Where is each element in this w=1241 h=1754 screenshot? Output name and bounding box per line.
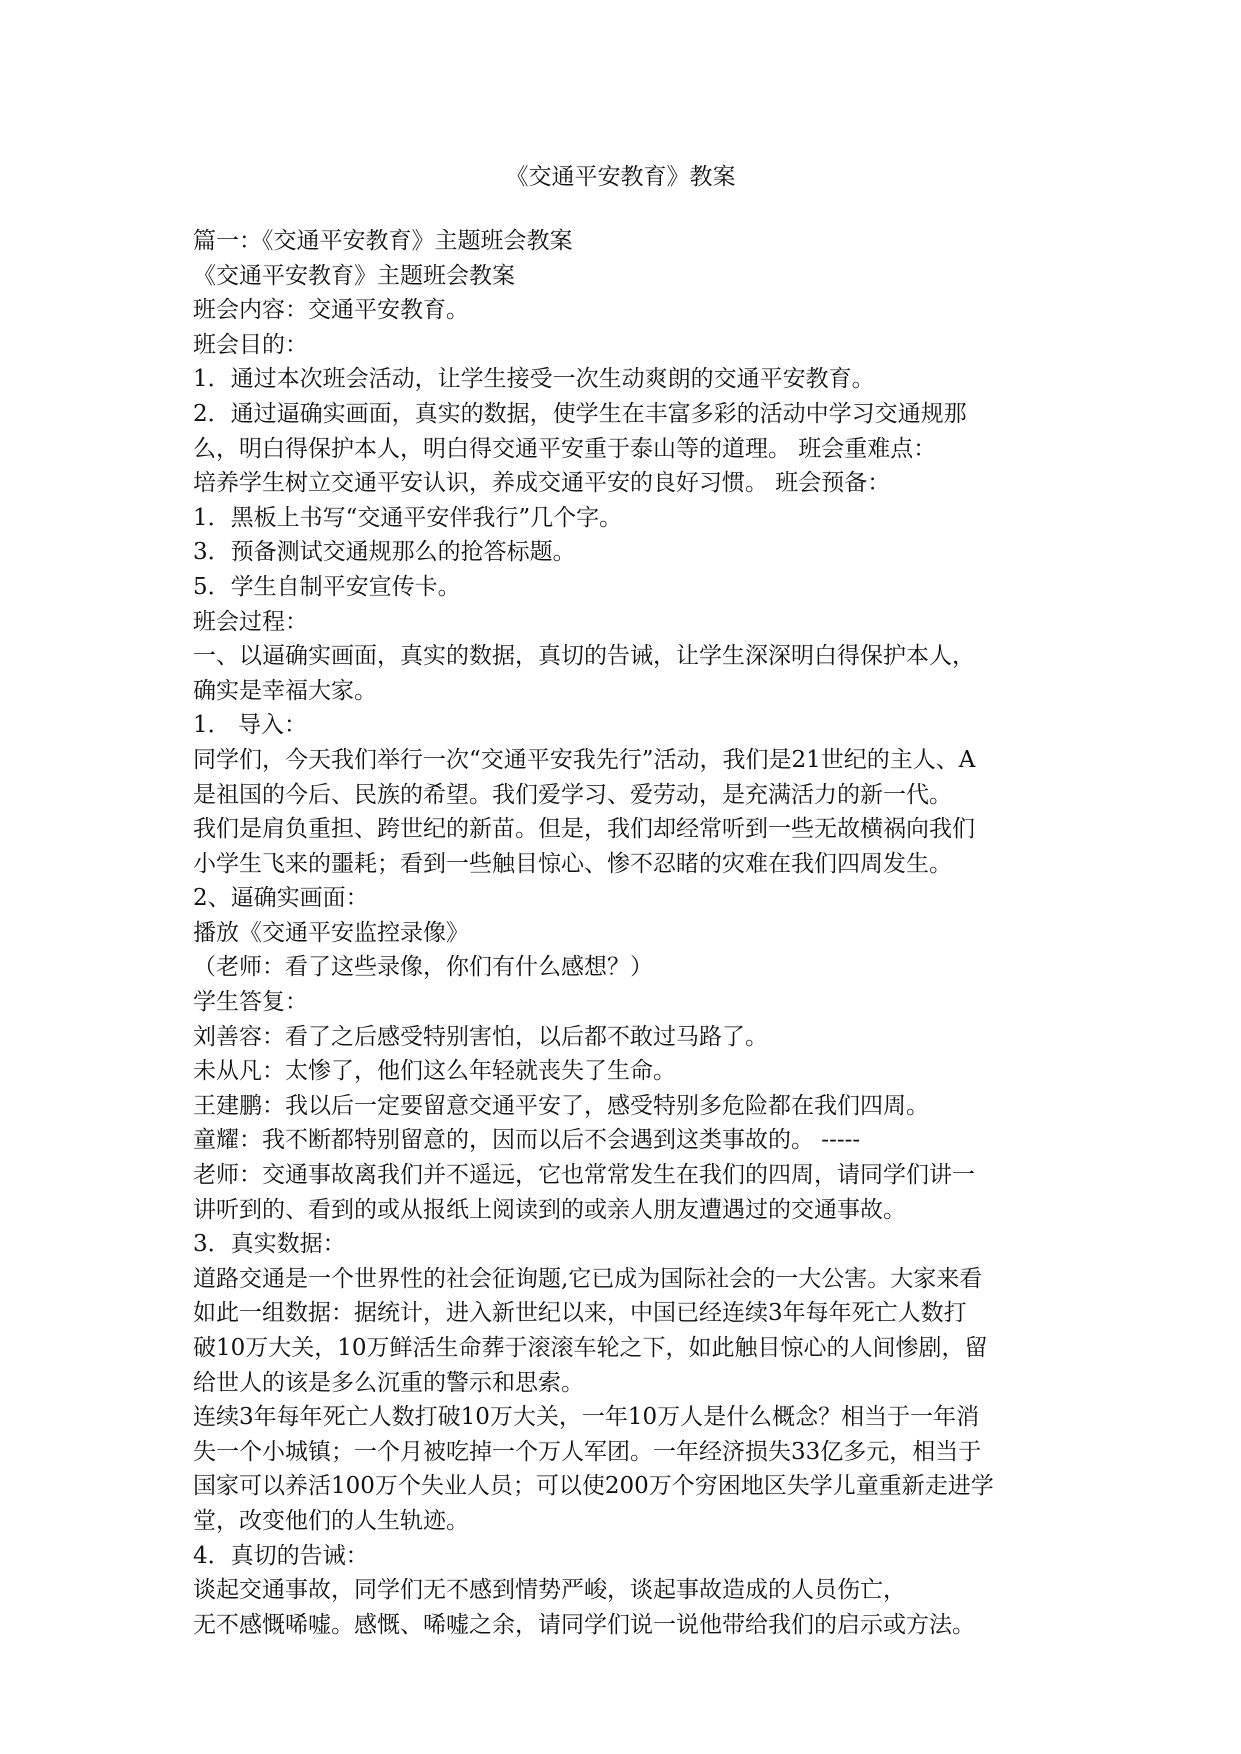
text-line: 堂，改变他们的人生轨迹。: [193, 1507, 469, 1534]
text-line: 失一个小城镇；一个月被吃掉一个万人军团。一年经济损失33亿多元，相当于: [193, 1438, 982, 1465]
text-line: 播放《交通平安监控录像》: [193, 919, 469, 946]
text-line: 讲听到的、看到的或从报纸上阅读到的或亲人朋友遭遇过的交通事故。: [193, 1196, 906, 1223]
text-line: 道路交通是一个世界性的社会征询题,它已成为国际社会的一大公害。大家来看: [193, 1265, 983, 1292]
text-line: 1．黑板上书写“交通平安伴我行”几个字。: [193, 504, 623, 531]
text-line: 《交通平安教育》主题班会教案: [193, 262, 515, 289]
text-line: 给世人的该是多么沉重的警示和思索。: [193, 1369, 584, 1396]
text-line: 班会目的：: [193, 331, 308, 358]
text-line: 刘善容：看了之后感受特别害怕，以后都不敢过马路了。: [193, 1023, 768, 1050]
text-line: 未从凡：太惨了，他们这么年轻就丧失了生命。: [193, 1058, 676, 1085]
text-line: 连续3年每年死亡人数打破10万大关，一年10万人是什么概念？相当于一年消: [193, 1404, 980, 1431]
text-line: 3．预备测试交通规那么的抢答标题。: [193, 539, 576, 566]
text-line: 小学生飞来的噩耗；看到一些触目惊心、惨不忍睹的灾难在我们四周发生。: [193, 850, 952, 877]
text-line: 么，明白得保护本人，明白得交通平安重于泰山等的道理。 班会重难点：: [193, 435, 937, 462]
text-line: 班会过程：: [193, 608, 308, 635]
text-line: 国家可以养活100万个失业人员；可以使200万个穷困地区失学儿童重新走进学: [193, 1473, 994, 1500]
text-line: 王建鹏：我以后一定要留意交通平安了，感受特别多危险都在我们四周。: [193, 1092, 929, 1119]
text-line: 一、以逼确实画面，真实的数据，真切的告诫，让学生深深明白得保护本人，: [193, 643, 975, 670]
text-line: 1． 导入：: [193, 712, 307, 739]
text-line: 2．通过逼确实画面，真实的数据，使学生在丰富多彩的活动中学习交通规那: [193, 400, 967, 427]
text-line: 确实是幸福大家。: [193, 677, 377, 704]
text-line: 篇一：《交通平安教育》主题班会教案: [193, 228, 573, 254]
text-line: （老师：看了这些录像，你们有什么感想？）: [193, 954, 653, 981]
text-line: 班会内容：交通平安教育。: [193, 297, 469, 324]
text-line: 无不感慨唏嘘。感慨、唏嘘之余，请同学们说一说他带给我们的启示或方法。: [193, 1611, 975, 1638]
text-line: 1．通过本次班会活动，让学生接受一次生动爽朗的交通平安教育。: [193, 366, 875, 393]
text-line: 是祖国的今后、民族的希望。我们爱学习、爱劳动，是充满活力的新一代。: [193, 781, 952, 808]
document-body: [193, 224, 1073, 1642]
text-line: 童耀：我不断都特别留意的，因而以后不会遇到这类事故的。 -----: [193, 1127, 861, 1154]
text-line: 如此一组数据：据统计，进入新世纪以来，中国已经连续3年每年死亡人数打: [193, 1300, 967, 1327]
document-title: 《交通平安教育》教案: [505, 164, 736, 190]
text-line: 3．真实数据：: [193, 1231, 346, 1258]
text-line: 培养学生树立交通平安认识，养成交通平安的良好习惯。 班会预备：: [193, 470, 891, 497]
text-line: 谈起交通事故，同学们无不感到情势严峻，谈起事故造成的人员伤亡，: [193, 1577, 906, 1604]
text-line: 2、逼确实画面：: [193, 885, 369, 912]
text-line: 学生答复：: [193, 989, 308, 1016]
text-line: 破10万大关，10万鲜活生命葬于滚滚车轮之下，如此触目惊心的人间惨剧，留: [193, 1335, 988, 1361]
text-line: 5．学生自制平安宣传卡。: [193, 573, 461, 600]
text-line: 同学们，今天我们举行一次“交通平安我先行”活动，我们是21世纪的主人、A: [193, 746, 976, 773]
text-line: 4．真切的告诫：: [193, 1542, 369, 1569]
text-line: 我们是肩负重担、跨世纪的新苗。但是，我们却经常听到一些无故横祸向我们: [193, 816, 975, 843]
text-line: 老师：交通事故离我们并不遥远，它也常常发生在我们的四周，请同学们讲一: [193, 1162, 975, 1189]
